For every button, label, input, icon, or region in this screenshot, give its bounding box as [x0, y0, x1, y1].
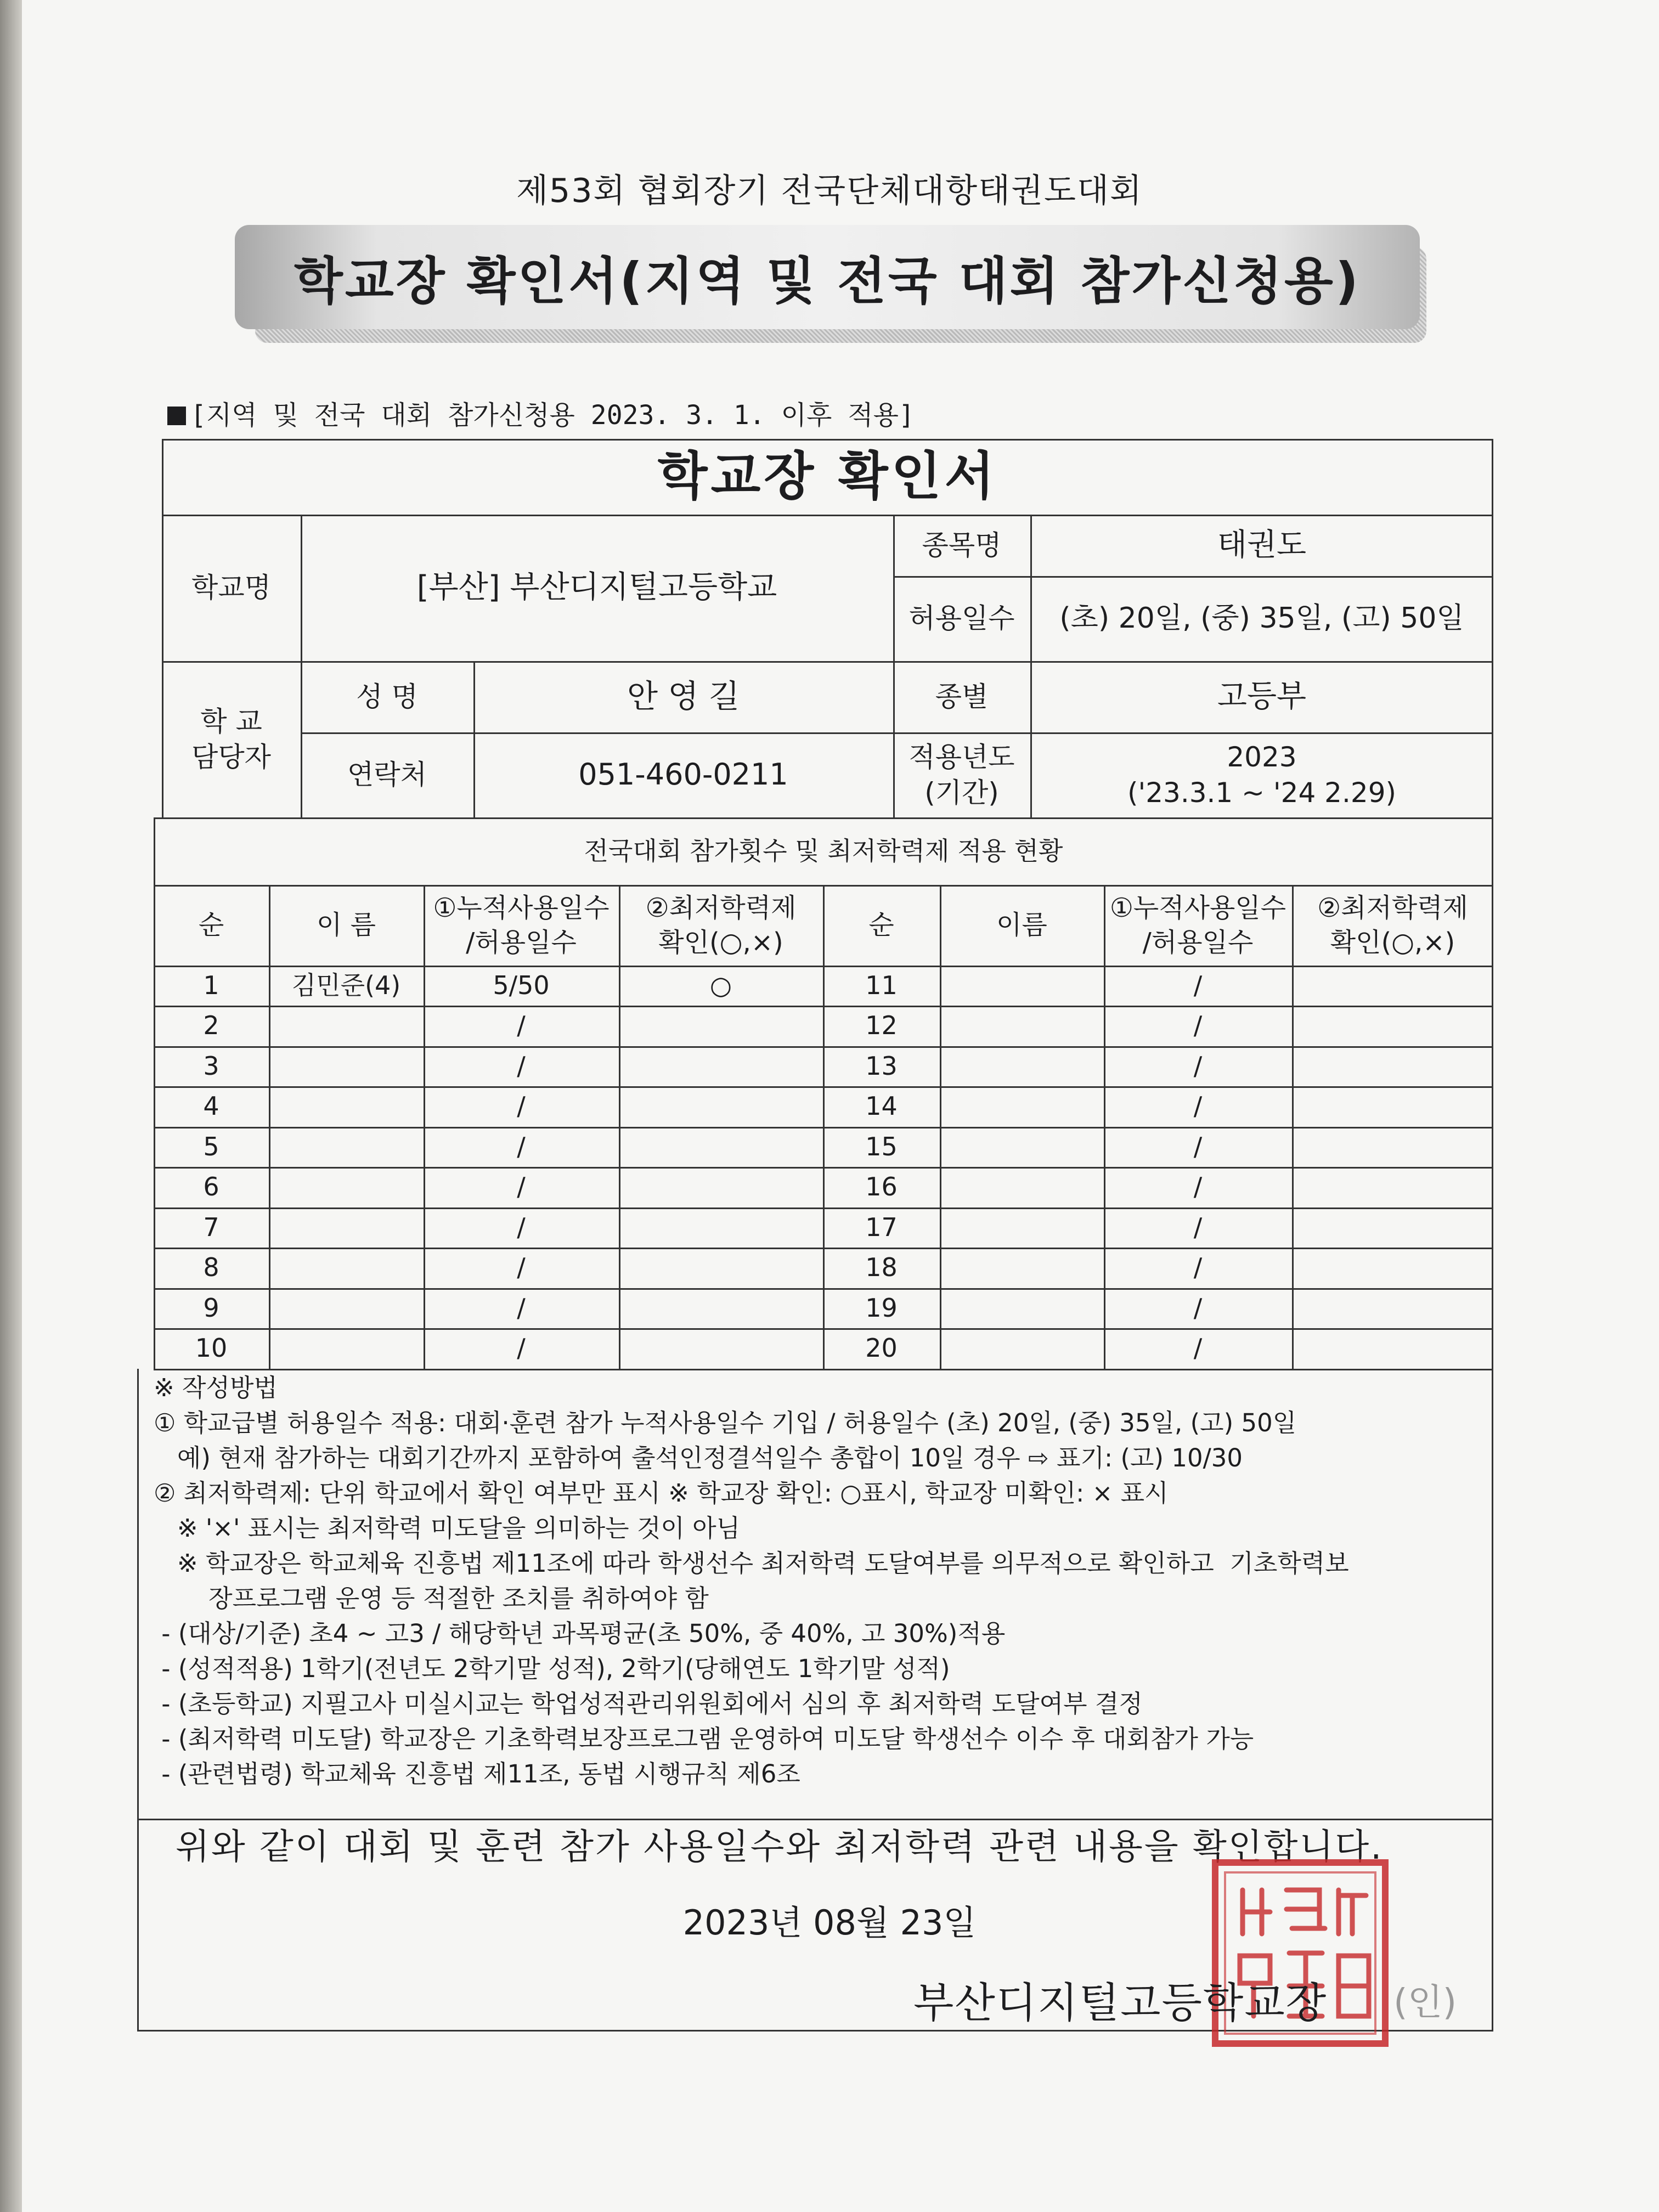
table-cell-no-r: 20	[865, 1333, 898, 1363]
instruction-line: ※ 학교장은 학교체육 진흥법 제11조에 따라 학생선수 최저학력 도달여부를 의무적으로 확인하고 기초학력보	[154, 1549, 1349, 1578]
table-cell-no-r: 11	[865, 970, 898, 1000]
header-days-left	[424, 885, 619, 966]
table-cell-check-r	[1292, 1248, 1493, 1288]
notice-text: [지역 및 전국 대회 참가신청용 2023. 3. 1. 이후 적용]	[190, 400, 915, 431]
year-label-line-1: 적용년도	[909, 741, 1015, 773]
table-cell-days-l: /	[517, 1091, 526, 1121]
allowed-days-label: 허용일수	[909, 602, 1015, 634]
table-cell-name-r	[940, 1127, 1104, 1167]
table-cell-name-l	[269, 1046, 424, 1086]
header-no-left: 순	[198, 910, 224, 941]
instructions	[154, 1370, 1492, 1792]
instructions-heading: ※ 작성방법	[154, 1373, 278, 1402]
manager-label	[162, 661, 301, 817]
division-value: 고등부	[1217, 678, 1307, 714]
header-days-left-line-1: ①누적사용일수	[433, 893, 610, 924]
manager-label-line-1: 학 교	[200, 705, 262, 737]
table-cell-no-r: 19	[865, 1293, 898, 1323]
table-cell-name-l	[269, 1207, 424, 1248]
contact-label: 연락처	[347, 759, 427, 791]
table-cell-name-l	[269, 1127, 424, 1167]
principal-name: 부산디지털고등학교장	[913, 1978, 1328, 2027]
header-check-left	[619, 885, 823, 966]
table-cell-name-l	[269, 1086, 424, 1126]
instructions-lines	[154, 1406, 1492, 1792]
notice-line	[167, 394, 915, 432]
year-value-year: 2023	[1227, 741, 1297, 773]
instruction-line: ① 학교급별 허용일수 적용: 대회·훈련 참가 누적사용일수 기입 / 허용일수 (초) 20일, (중) 35일, (고) 50일	[154, 1408, 1297, 1437]
allowed-days-value: (초) 20일, (중) 35일, (고) 50일	[1059, 601, 1464, 635]
table-cell-no-r: 13	[865, 1051, 898, 1081]
table-cell-days-l: /	[517, 1252, 526, 1282]
table-cell-days-r: /	[1193, 970, 1203, 1000]
name-value: 안 영 길	[627, 678, 740, 715]
instruction-line: - (대상/기준) 초4 ~ 고3 / 해당학년 과목평균(초 50%, 중 40%, 고 30%)적용	[154, 1619, 1006, 1648]
table-cell-no-r: 17	[865, 1212, 898, 1242]
school-value: [부산] 부산디지털고등학교	[416, 569, 777, 606]
table-cell-days-l: /	[517, 1010, 526, 1040]
table-cell-check-r	[1292, 1006, 1493, 1046]
banner	[235, 225, 1420, 329]
banner-title: 학교장 확인서(지역 및 전국 대회 참가신청용)	[294, 252, 1361, 311]
year-label-line-2: (기간)	[924, 776, 999, 809]
table-cell-check-r	[1292, 1086, 1493, 1126]
table-cell-no-r: 16	[865, 1171, 898, 1201]
table-cell-name-l	[269, 1328, 424, 1368]
table-cell-name-r	[940, 1248, 1104, 1288]
table-cell-check-l	[619, 1127, 823, 1167]
table-cell-days-l: 5/50	[493, 970, 550, 1000]
table-cell-days-r: /	[1193, 1293, 1203, 1323]
manager-label-line-2: 담당자	[191, 741, 271, 773]
instruction-line: - (최저학력 미도달) 학교장은 기초학력보장프로그램 운영하여 미도달 학생선수 이수 후 대회참가 가능	[154, 1724, 1254, 1753]
header-name-left: 이 름	[317, 910, 376, 941]
table-cell-days-l: /	[517, 1333, 526, 1363]
table-cell-days-l: /	[517, 1171, 526, 1201]
table-cell-no-r: 15	[865, 1131, 898, 1161]
contact-value: 051-460-0211	[578, 757, 788, 792]
table-cell-name-l	[269, 1248, 424, 1288]
year-value-period: ('23.3.1 ~ '24 2.29)	[1127, 776, 1397, 809]
table-cell-no-l: 6	[203, 1171, 219, 1201]
table-cell-check-r	[1292, 966, 1493, 1006]
table-cell-check-l	[619, 1328, 823, 1368]
table-cell-check-l	[619, 1207, 823, 1248]
table-cell-check-l	[619, 1248, 823, 1288]
year-label	[893, 732, 1030, 817]
table-cell-days-r: /	[1193, 1131, 1203, 1161]
table-cell-check-r	[1292, 1046, 1493, 1086]
table-cell-check-l	[619, 1086, 823, 1126]
table-cell-no-l: 7	[203, 1212, 219, 1242]
table-cell-days-l: /	[517, 1212, 526, 1242]
header-check-right-line-1: ②최저학력제	[1317, 893, 1468, 924]
header-check-right	[1292, 885, 1493, 966]
division-label: 종별	[935, 680, 989, 713]
table-cell-no-l: 5	[203, 1131, 219, 1161]
table-cell-days-r: /	[1193, 1051, 1203, 1081]
paper-edge	[0, 0, 22, 2212]
table-cell-no-l: 4	[203, 1091, 219, 1121]
seal-mark-label: (인)	[1393, 1981, 1457, 2023]
table-cell-name-r	[940, 1006, 1104, 1046]
instruction-line: ② 최저학력제: 단위 학교에서 확인 여부만 표시 ※ 학교장 확인: ○표시, 학교장 미확인: × 표시	[154, 1479, 1169, 1508]
table-cell-check-r	[1292, 1288, 1493, 1328]
table-cell-no-l: 10	[195, 1333, 228, 1363]
year-value	[1030, 732, 1493, 817]
table-cell-name-r	[940, 1046, 1104, 1086]
table-cell-days-r: /	[1193, 1252, 1203, 1282]
table-cell-check-r	[1292, 1167, 1493, 1207]
table-cell-name-r	[940, 1288, 1104, 1328]
table-cell-name-l	[269, 1167, 424, 1207]
table-cell-days-l: /	[517, 1131, 526, 1161]
table-cell-days-r: /	[1193, 1010, 1203, 1040]
table-cell-days-r: /	[1193, 1091, 1203, 1121]
table-cell-check-l	[619, 1006, 823, 1046]
signature-date: 2023년 08월 23일	[682, 1903, 977, 1943]
form-title: 학교장 확인서	[657, 446, 998, 506]
instruction-line: 장프로그램 운영 등 적절한 조치를 취하여야 함	[154, 1584, 709, 1613]
name-label: 성 명	[356, 680, 418, 713]
table-cell-check-l	[619, 1288, 823, 1328]
table-cell-name-l	[269, 1006, 424, 1046]
instruction-line: - (관련법령) 학교체육 진흥법 제11조, 동법 시행규칙 제6조	[154, 1759, 800, 1788]
header-days-right-line-1: ①누적사용일수	[1109, 893, 1286, 924]
table-cell-check-r	[1292, 1127, 1493, 1167]
table-cell-name-r	[940, 1328, 1104, 1368]
table-cell-name-r	[940, 1167, 1104, 1207]
header-no-right: 순	[868, 910, 894, 941]
event-title: 제53회 협회장기 전국단체대항태권도대회	[516, 172, 1143, 210]
school-label: 학교명	[191, 572, 271, 603]
instruction-line: 예) 현재 참가하는 대회기간까지 포함하여 출석인정결석일수 총합이 10일 경우 ⇨ 표기: (고) 10/30	[154, 1443, 1243, 1472]
status-title: 전국대회 참가횟수 및 최저학력제 적용 현황	[584, 836, 1063, 866]
table-cell-no-l: 1	[203, 970, 219, 1000]
instruction-line: - (성적적용) 1학기(전년도 2학기말 성적), 2학기(당해연도 1학기말 성적)	[154, 1654, 950, 1683]
table-cell-no-r: 12	[865, 1010, 898, 1040]
confirmation-statement: 위와 같이 대회 및 훈련 참가 사용일수와 최저학력 관련 내용을 확인합니다.	[176, 1827, 1384, 1867]
instruction-line: - (초등학교) 지필고사 미실시교는 학업성적관리위원회에서 심의 후 최저학력 도달여부 결정	[154, 1689, 1143, 1718]
table-cell-check-r	[1292, 1328, 1493, 1368]
header-days-right-line-2: /허용일수	[1142, 927, 1254, 958]
table-cell-name-r	[940, 1207, 1104, 1248]
table-cell-no-l: 9	[203, 1293, 219, 1323]
event-value: 태권도	[1217, 527, 1307, 563]
table-cell-name-r	[940, 966, 1104, 1006]
table-cell-days-r: /	[1193, 1212, 1203, 1242]
table-cell-check-l	[619, 1167, 823, 1207]
header-check-left-line-1: ②최저학력제	[645, 893, 797, 924]
table-cell-no-r: 18	[865, 1252, 898, 1282]
table-cell-check-l: ○	[709, 970, 732, 1000]
table-cell-check-r	[1292, 1207, 1493, 1248]
table-cell-no-l: 3	[203, 1051, 219, 1081]
square-bullet-icon	[167, 407, 186, 425]
table-cell-name-r	[940, 1086, 1104, 1126]
header-check-left-line-2: 확인(○,×)	[658, 927, 783, 958]
header-days-right	[1104, 885, 1292, 966]
table-cell-days-r: /	[1193, 1171, 1203, 1201]
instruction-line: ※ '×' 표시는 최저학력 미도달을 의미하는 것이 아님	[154, 1514, 741, 1543]
table-cell-name-l	[269, 1288, 424, 1328]
table-cell-name-l: 김민준(4)	[291, 970, 401, 1000]
table-cell-no-l: 2	[203, 1010, 219, 1040]
event-label: 종목명	[922, 529, 1002, 561]
header-check-right-line-2: 확인(○,×)	[1330, 927, 1455, 958]
table-cell-days-r: /	[1193, 1333, 1203, 1363]
table-cell-no-r: 14	[865, 1091, 898, 1121]
header-name-right: 이름	[996, 910, 1047, 941]
table-cell-check-l	[619, 1046, 823, 1086]
table-cell-days-l: /	[517, 1293, 526, 1323]
table-cell-no-l: 8	[203, 1252, 219, 1282]
header-days-left-line-2: /허용일수	[466, 927, 577, 958]
table-cell-days-l: /	[517, 1051, 526, 1081]
